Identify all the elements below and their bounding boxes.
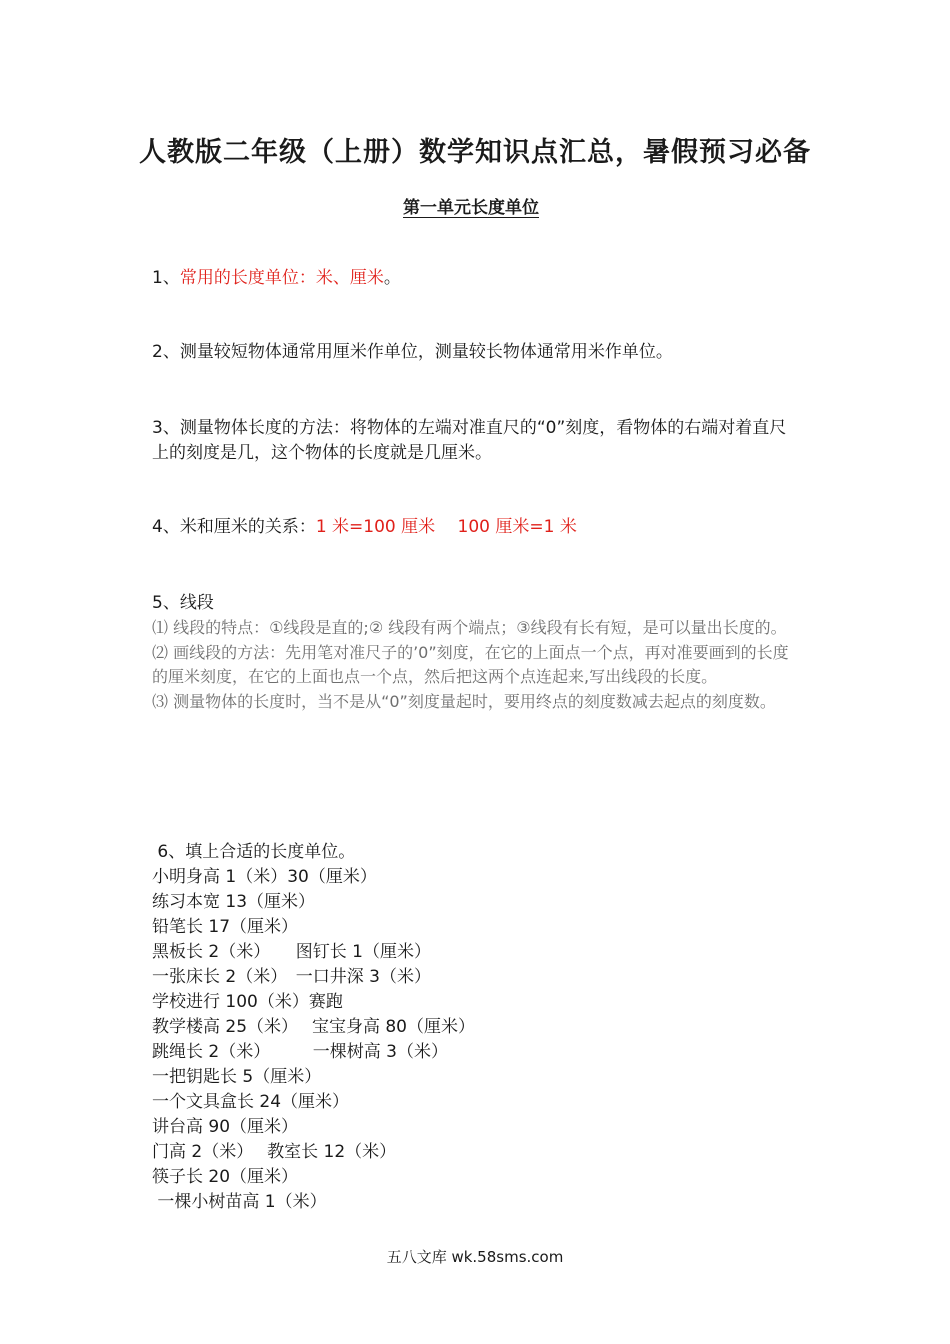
page-title: 人教版二年级（上册）数学知识点汇总，暑假预习必备 [139,137,811,168]
item-5-line-2: ⑵ 画线段的方法：先用笔对准尺子的’0”刻度，在它的上面点一个点，再对准要画到的长度的厘米刻度，在它的上面也点一个点，然后把这两个点连起来,写出线段的长度。 [152,642,789,686]
list-item: 练习本宽 13（厘米） [152,892,316,912]
unit-title [0,193,950,218]
list-item: 一个文具盒长 24（厘米） [152,1092,350,1112]
item-1-suffix: 。 [383,268,401,288]
item-4-highlight: 1 米=100 厘米 100 厘米=1 米 [315,517,577,537]
item-4 [152,515,802,540]
item-2: 2、测量较短物体通常用厘米作单位，测量较长物体通常用米作单位。 [152,342,673,362]
list-item: 一棵小树苗高 1（米） [152,1192,327,1212]
list-item: 教学楼高 25（米） 宝宝身高 80（厘米） [152,1017,475,1037]
list-item: 讲台高 90（厘米） [152,1117,299,1137]
item-6 [152,840,802,1215]
item-5-heading: 5、线段 [152,593,214,613]
item-4-prefix: 4、米和厘米的关系： [152,517,316,537]
list-item: 小明身高 1（米）30（厘米） [152,867,377,887]
unit-title-text: 第一单元长度单位 [403,198,539,218]
item-5-line-3: ⑶ 测量物体的长度时，当不是从“0”刻度量起时，要用终点的刻度数减去起点的刻度数。 [152,691,776,711]
list-item: 门高 2（米） 教室长 12（米） [152,1142,397,1162]
item-1 [152,266,802,291]
item-5 [152,591,802,714]
list-item: 铅笔长 17（厘米） [152,917,299,937]
item-6-heading: 6、填上合适的长度单位。 [152,842,356,862]
item-3: 3、测量物体长度的方法：将物体的左端对准直尺的“0”刻度，看物体的右端对着直尺上的刻度是几，这个物体的长度就是几厘米。 [152,418,787,463]
list-item: 学校进行 100（米）赛跑 [152,992,343,1012]
list-item: 筷子长 20（厘米） [152,1167,299,1187]
list-item: 一张床长 2（米） 一口井深 3（米） [152,967,431,987]
list-item: 一把钥匙长 5（厘米） [152,1067,322,1087]
item-1-highlight: 常用的长度单位：米、厘米 [179,268,384,288]
list-item: 黑板长 2（米） 图钉长 1（厘米） [152,942,431,962]
footer-watermark: 五八文库 wk.58sms.com [386,1248,564,1266]
item-5-line-1: ⑴ 线段的特点：①线段是直的;② 线段有两个端点；③线段有长有短，是可以量出长度的。 [152,618,787,637]
list-item: 跳绳长 2（米） 一棵树高 3（米） [152,1042,448,1062]
item-1-prefix: 1、 [152,268,180,288]
